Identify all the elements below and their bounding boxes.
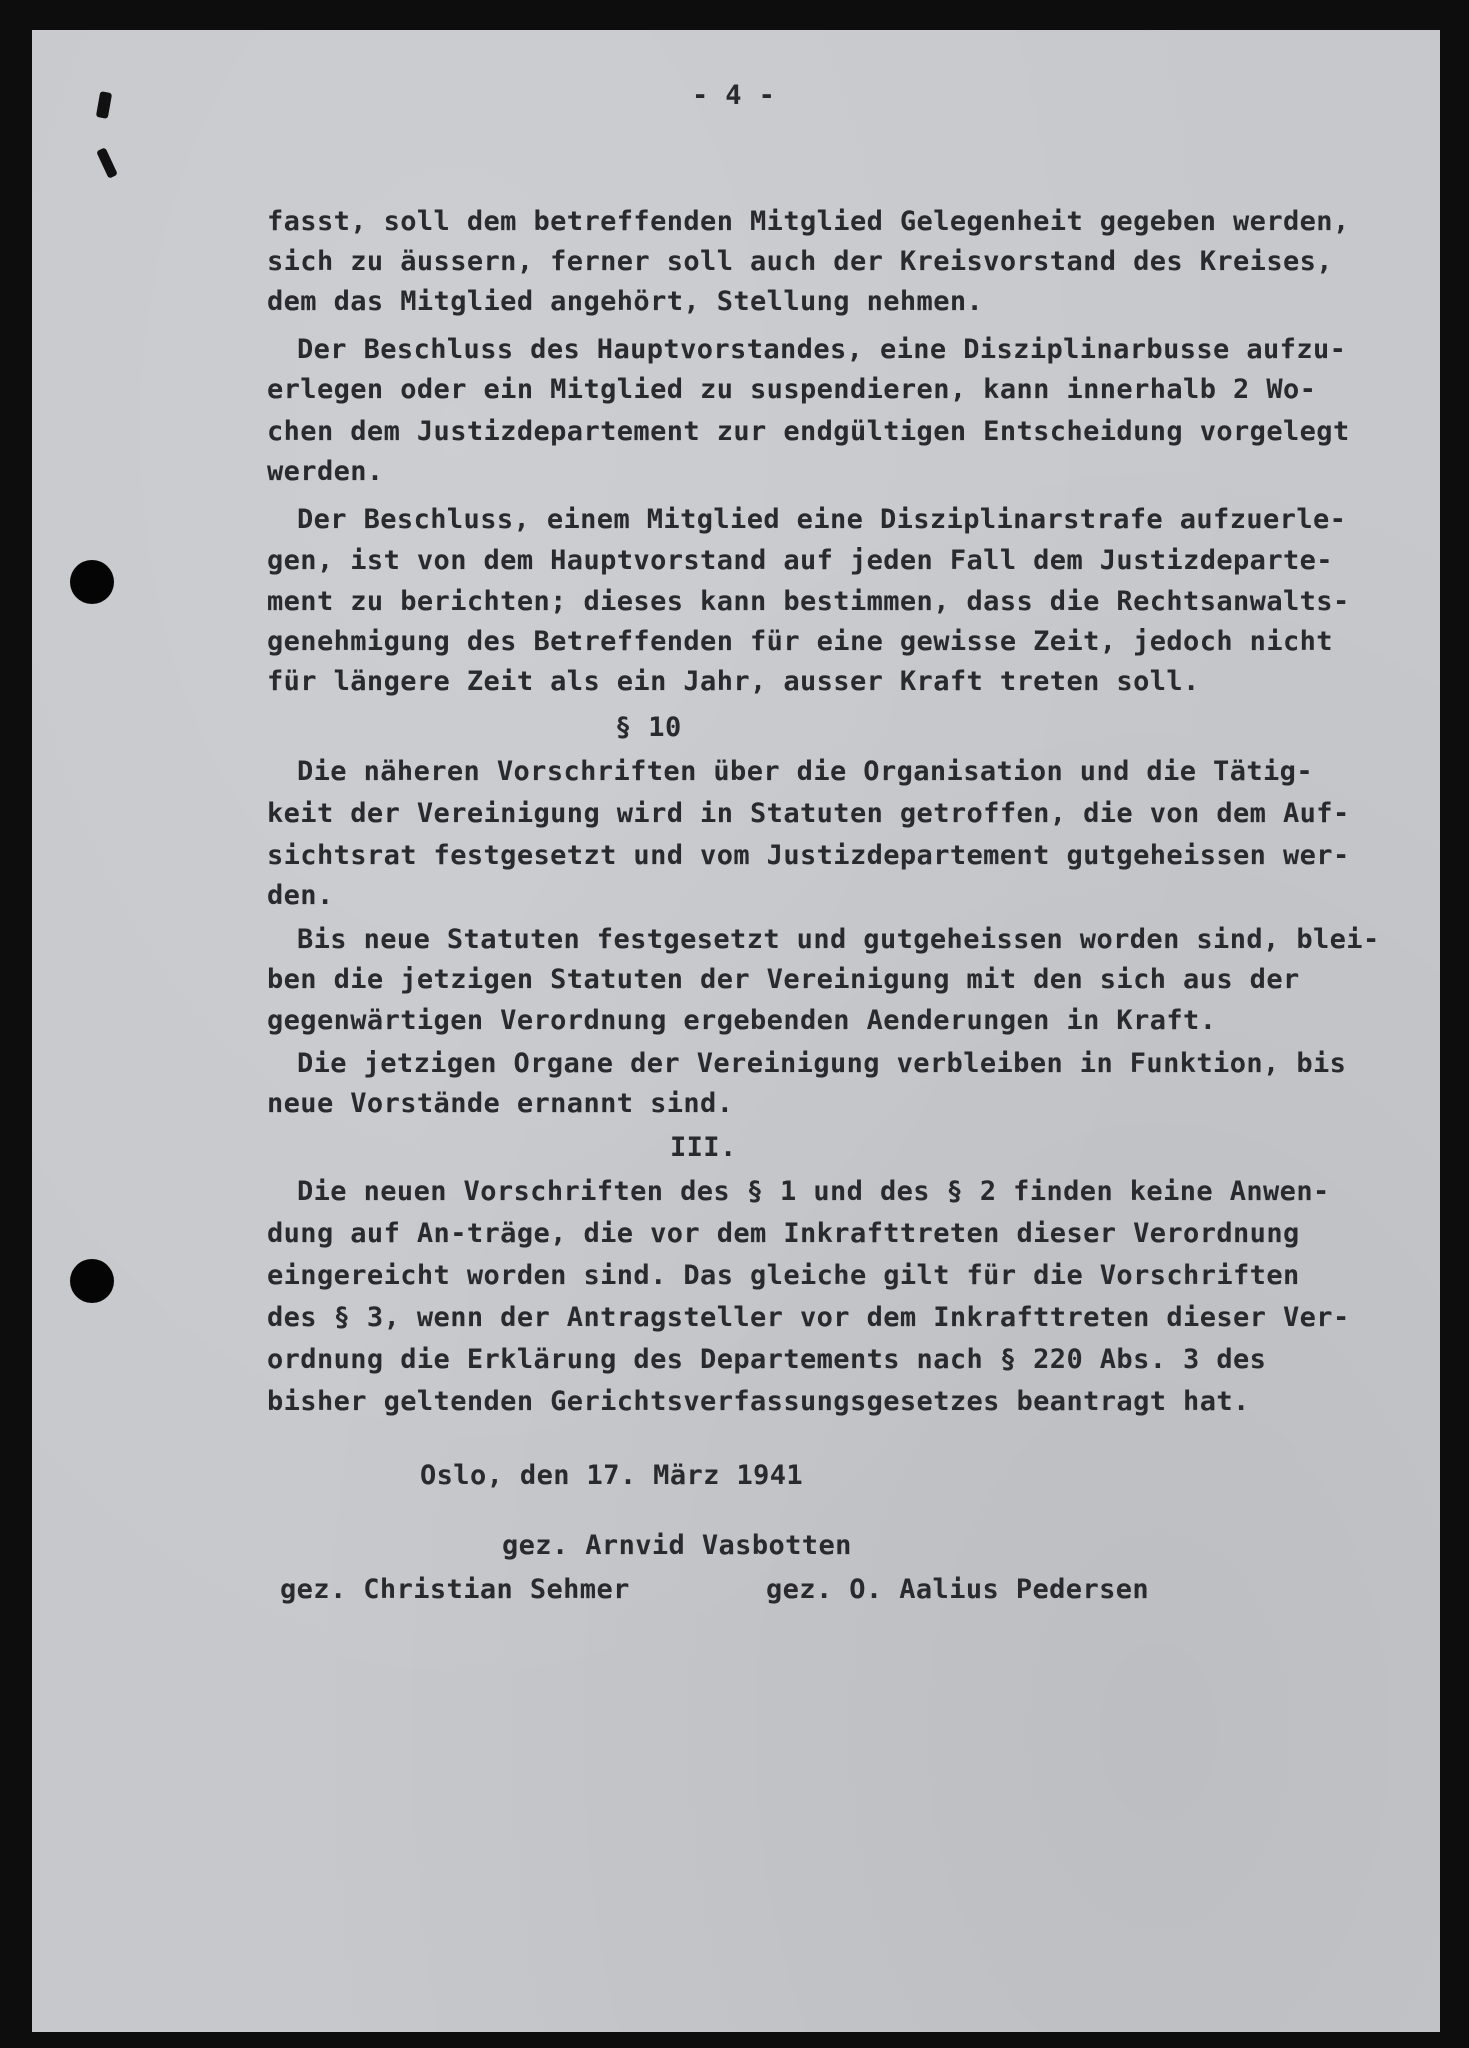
text-line: Die näheren Vorschriften über die Organisation und die Tätig- <box>297 756 1313 787</box>
punch-hole-lower <box>70 1259 114 1303</box>
document-page <box>32 30 1440 2032</box>
section-heading: § 10 <box>615 712 682 743</box>
text-line: ordnung die Erklärung des Departements nach § 220 Abs. 3 des <box>267 1344 1267 1375</box>
text-line: Die neuen Vorschriften des § 1 und des § 2 finden keine Anwen- <box>297 1176 1330 1207</box>
text-line: ment zu berichten; dieses kann bestimmen, dass die Rechtsanwalts- <box>267 586 1350 617</box>
text-line: Die jetzigen Organe der Vereinigung verbleiben in Funktion, bis <box>297 1048 1347 1079</box>
staple-mark-top <box>96 91 112 119</box>
text-line: werden. <box>267 456 384 487</box>
signature-first: gez. Arnvid Vasbotten <box>502 1530 852 1561</box>
text-line: den. <box>267 880 334 911</box>
section-heading: III. <box>670 1132 737 1163</box>
text-line: gen, ist von dem Hauptvorstand auf jeden Fall dem Justizdeparte- <box>267 545 1333 576</box>
text-line: erlegen oder ein Mitglied zu suspendieren, kann innerhalb 2 Wo- <box>267 374 1317 405</box>
text-line: bisher geltenden Gerichtsverfassungsgesetzes beantragt hat. <box>267 1386 1250 1417</box>
text-line: des § 3, wenn der Antragsteller vor dem Inkrafttreten dieser Ver- <box>267 1302 1350 1333</box>
text-line: sichtsrat festgesetzt und vom Justizdepartement gutgeheissen wer- <box>267 840 1350 871</box>
text-line: neue Vorstände ernannt sind. <box>267 1088 734 1119</box>
signature-third: gez. O. Aalius Pedersen <box>766 1574 1150 1605</box>
text-line: fasst, soll dem betreffenden Mitglied Gelegenheit gegeben werden, <box>267 206 1350 237</box>
text-line: chen dem Justizdepartement zur endgültigen Entscheidung vorgelegt <box>267 416 1350 447</box>
date-line: Oslo, den 17. März 1941 <box>420 1460 804 1491</box>
text-line: Der Beschluss des Hauptvorstandes, eine Disziplinarbusse aufzu- <box>297 334 1347 365</box>
text-line: ben die jetzigen Statuten der Vereinigung mit den sich aus der <box>267 964 1300 995</box>
text-line: keit der Vereinigung wird in Statuten getroffen, die von dem Auf- <box>267 798 1350 829</box>
text-line: Bis neue Statuten festgesetzt und gutgeheissen worden sind, blei- <box>297 924 1380 955</box>
text-line: dung auf An-träge, die vor dem Inkrafttreten dieser Verordnung <box>267 1218 1300 1249</box>
text-line: dem das Mitglied angehört, Stellung nehmen. <box>267 286 984 317</box>
text-line: Der Beschluss, einem Mitglied eine Disziplinarstrafe aufzuerle- <box>297 504 1347 535</box>
text-line: gegenwärtigen Verordnung ergebenden Aenderungen in Kraft. <box>267 1005 1217 1036</box>
signature-second: gez. Christian Sehmer <box>280 1574 630 1605</box>
text-line: eingereicht worden sind. Das gleiche gilt für die Vorschriften <box>267 1260 1300 1291</box>
punch-hole-upper <box>70 560 114 604</box>
text-line: für längere Zeit als ein Jahr, ausser Kraft treten soll. <box>267 666 1200 697</box>
text-line: genehmigung des Betreffenden für eine gewisse Zeit, jedoch nicht <box>267 626 1333 657</box>
text-line: sich zu äussern, ferner soll auch der Kreisvorstand des Kreises, <box>267 246 1333 277</box>
staple-mark-bottom <box>96 147 118 178</box>
page-number: - 4 - <box>692 80 776 111</box>
